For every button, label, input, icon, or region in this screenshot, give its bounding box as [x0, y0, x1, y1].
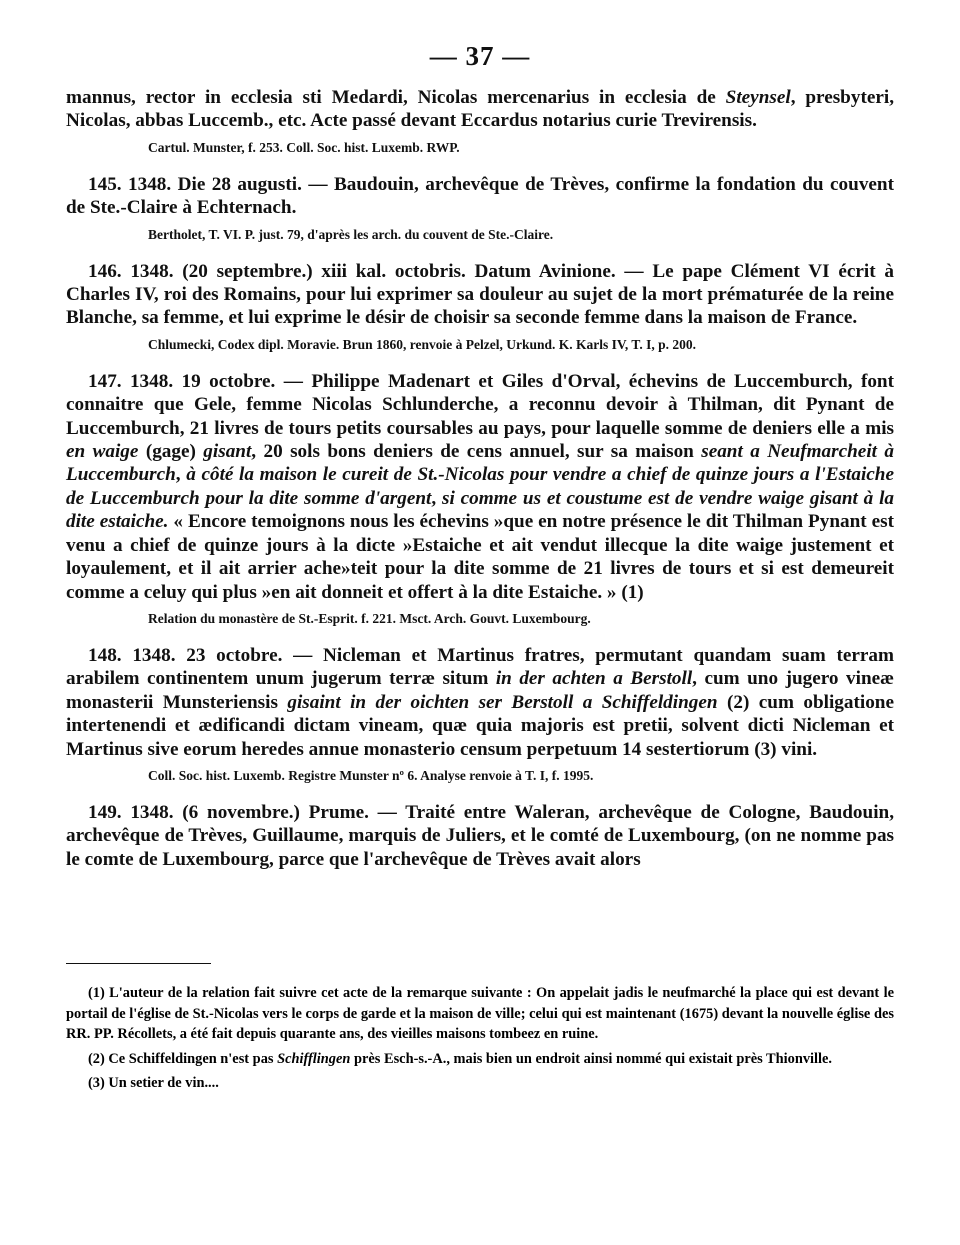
footnote-1: [66, 983, 894, 1045]
entry-text: [66, 86, 894, 133]
text-run: , cum uno jugero vineæ monasterii Munsteriensis: [66, 668, 894, 713]
text-run: près Esch-s.-A., mais bien un endroit ainsi nommé qui existait près Thionville.: [350, 1050, 833, 1067]
italic-text: gisant: [203, 441, 252, 463]
italic-text: gisaint in der oichten ser Berstoll a Schiffeldingen: [287, 691, 718, 713]
footnotes-section: [66, 983, 894, 1094]
italic-text: en waige: [66, 441, 139, 463]
text-run: ,: [431, 487, 442, 509]
entry-144-cont: [66, 86, 894, 157]
entry-149: [66, 801, 894, 871]
italic-text: à côté la maison le cureit de St.-Nicolas pour vendre a chief de quinze jours a l'Estaiche de Luccemburch pour la dite somme d'argent: [66, 464, 894, 509]
text-run: (2) Ce Schiffeldingen n'est pas: [88, 1050, 278, 1067]
italic-text: Steynsel: [725, 87, 791, 108]
entry-148: [66, 644, 894, 785]
entry-text: [66, 644, 894, 761]
text-run: (3) Un setier de vin....: [88, 1075, 219, 1091]
footnote-3: [66, 1073, 894, 1094]
entry-text: [66, 260, 894, 330]
entry-source: Coll. Soc. hist. Luxemb. Registre Munster nº 6. Analyse renvoie à T. I, f. 1995.: [148, 767, 594, 783]
text-run: ,: [175, 464, 187, 486]
document-page: [66, 40, 894, 871]
text-run: , presbyteri, Nicolas, abbas Luccemb., etc. Acte passé devant Eccardus notarius curie Trevirensis.: [66, 87, 894, 132]
entry-146: [66, 260, 894, 354]
entry-source: Bertholet, T. VI. P. just. 79, d'après les arch. du couvent de Ste.-Claire.: [148, 226, 554, 242]
entry-147: [66, 370, 894, 628]
entry-text: [66, 370, 894, 604]
text-run: (1) L'auteur de la relation fait suivre cet acte de la remarque suivante : On appelait jadis le neufmarché la place qui est devant le portail de l'église de St.-Nicolas vers le corps de garde et la maison de ville; celui qui est maintenant (1675) devant la nouvelle église des RR. PP. Récollets, a été fait depuis quarante ans, des vieilles maisons tombeez en ruine.: [66, 985, 894, 1042]
text-run: 148. 1348. 23 octobre. — Nicleman et Martinus fratres, permutant quandam suam terram arabilem continentem unum jugerum terræ situm: [66, 644, 894, 690]
entries-list: [66, 86, 894, 871]
text-run: « Encore temoignons nous les échevins »que en notre présence le dit Thilman Pynant est venu a chief de quinze jours à la dicte »Estaiche et ait vendut illecque la dite waige justement et loyaulement, et il ait arrier ache»teit pour la dite somme de 21 livres de tours et si est demeureit comme a celuy qui plus »en ait donneit et offert à la dite Estaiche. » (1): [66, 511, 895, 603]
entry-text: [66, 801, 894, 871]
text-run: , 20 sols bons deniers de cens annuel, sur sa maison: [251, 441, 702, 463]
entry-source: Cartul. Munster, f. 253. Coll. Soc. hist. Luxemb. RWP.: [148, 139, 460, 155]
text-run: (2) cum obligatione intertenendi et ædificandi dictam vineam, quæ quia majoris est pretii, solvent dicti Nicleman et Martinus sive eorum heredes annue monasterio censum perpetuum 14 sestertiorum (3) vini.: [66, 691, 894, 760]
text-run: 147. 1348. 19 octobre. — Philippe Madenart et Giles d'Orval, échevins de Luccemburch, font connaitre que Gele, femme Nicolas Schlunderche, a reconnu devoir à Thilman, dit Pynant de Luccemburch, 21 livres de tours petits coursables au pays, pour laquelle somme de deniers elle a mis: [66, 370, 894, 439]
text-run: 145. 1348. Die 28 augusti. — Baudouin, archevêque de Trèves, confirme la fondation du couvent de Ste.-Claire à Echternach.: [66, 173, 894, 219]
footnote-2: [66, 1049, 894, 1070]
entry-source: Relation du monastère de St.-Esprit. f. 221. Msct. Arch. Gouvt. Luxembourg.: [148, 610, 591, 626]
footnote-divider: [66, 963, 211, 964]
italic-text: Schifflingen: [277, 1050, 351, 1067]
entry-text: [66, 173, 894, 220]
italic-text: seant a Neufmarcheit à Luccemburch: [66, 441, 894, 486]
text-run: 146. 1348. (20 septembre.) xiii kal. octobris. Datum Avinione. — Le pape Clément VI écrit à Charles IV, roi des Romains, pour lui exprimer sa douleur au sujet de la mort prématurée de la reine Blanche, sa femme, et lui exprime le désir de choisir sa seconde femme dans la maison de France.: [66, 260, 894, 329]
text-run: 149. 1348. (6 novembre.) Prume. — Traité entre Waleran, archevêque de Cologne, Baudouin, archevêque de Trèves, Guillaume, marquis de Juliers, et le comté de Luxembourg, (on ne nomme pas le comte de Luxembourg, parce que l'archevêque de Trèves avait alors: [66, 801, 894, 870]
text-run: mannus, rector in ecclesia sti Medardi, Nicolas mercenarius in ecclesia de: [66, 87, 726, 108]
entry-145: [66, 173, 894, 244]
text-run: (gage): [138, 441, 204, 463]
entry-source: Chlumecki, Codex dipl. Moravie. Brun 1860, renvoie à Pelzel, Urkund. K. Karls IV, T. I, p. 200.: [148, 336, 697, 352]
italic-text: in der achten a Berstoll: [495, 668, 693, 690]
page-number: — 37 —: [429, 41, 531, 71]
italic-text: si comme us et coustume est de vendre waige gisant à la dite estaiche.: [66, 487, 894, 533]
